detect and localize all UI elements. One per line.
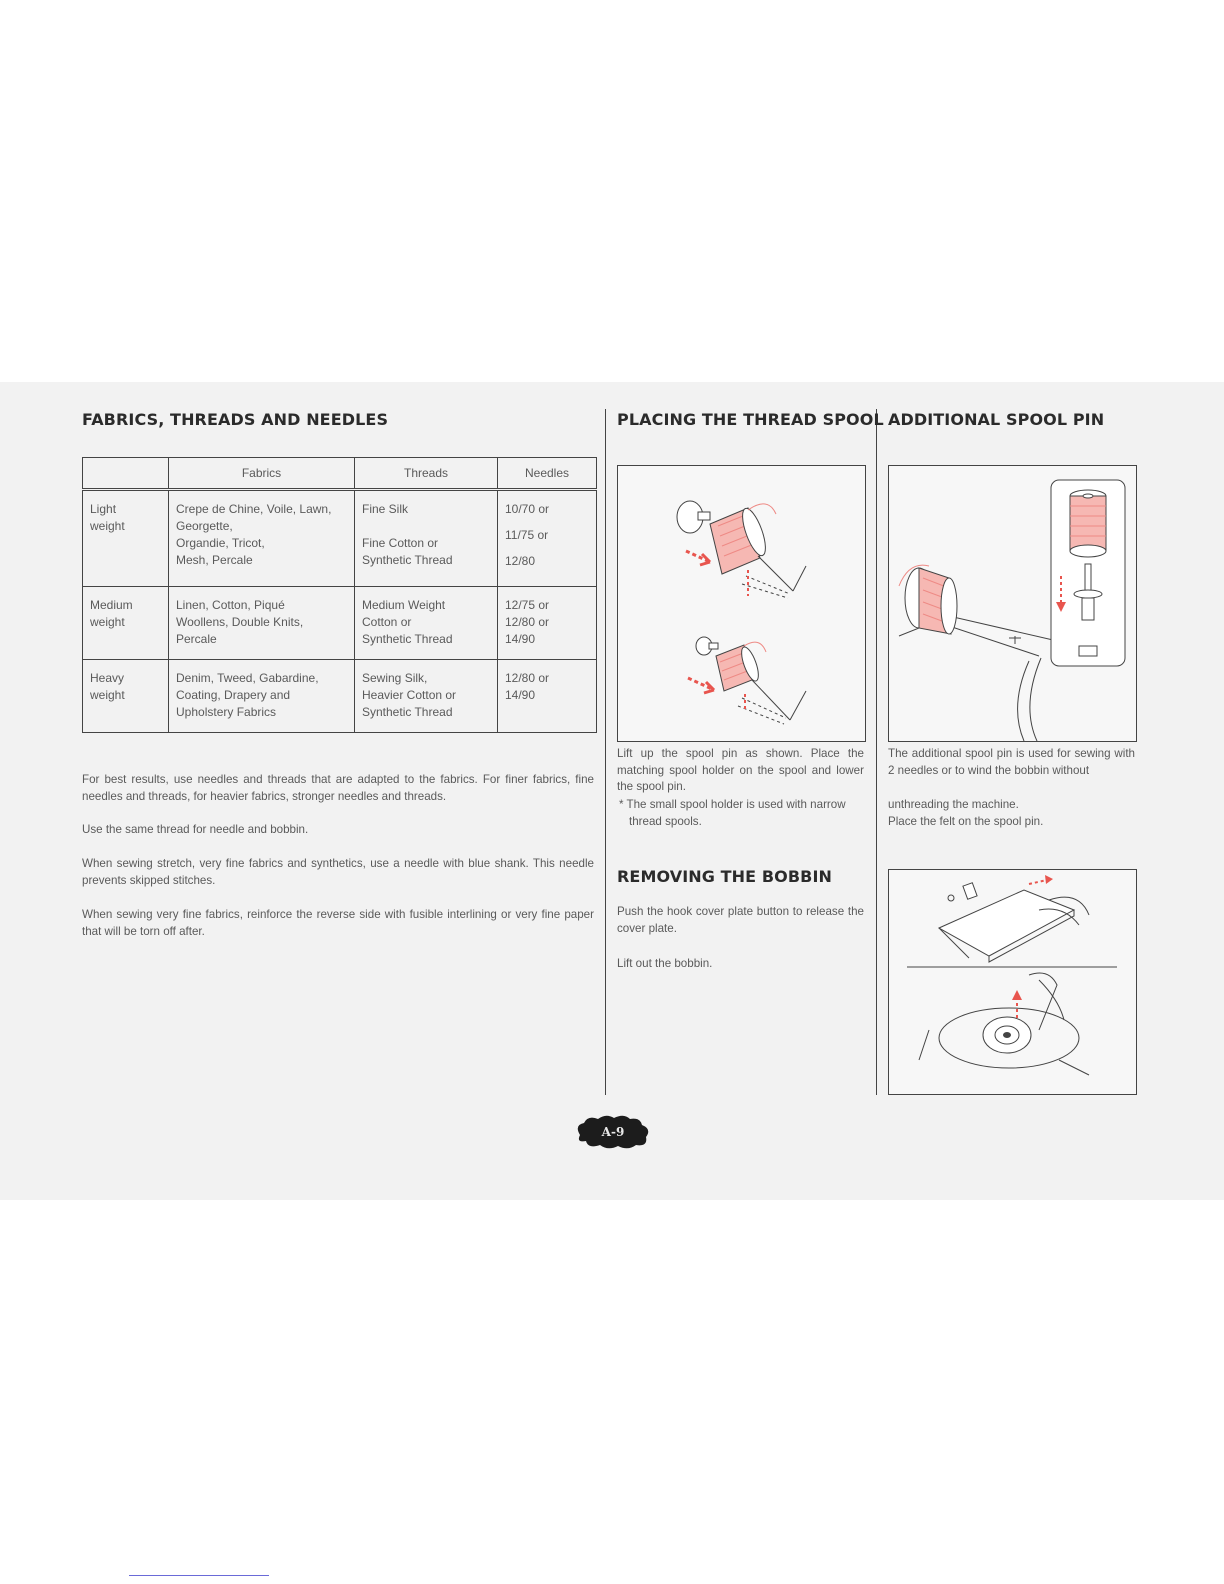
footer-rule bbox=[129, 1575, 269, 1576]
weight-cell: Light weight bbox=[83, 490, 169, 587]
table-header-fabrics: Fabrics bbox=[169, 458, 355, 490]
spool-pin-machine-svg bbox=[889, 466, 1136, 741]
fabrics-cell: Denim, Tweed, Gabardine, Coating, Drapery and Upholstery Fabrics bbox=[169, 660, 355, 733]
table-header-blank bbox=[83, 458, 169, 490]
fabrics-paragraph-1: For best results, use needles and threads that are adapted to the fabrics. For finer fabrics, fine needles and threads, for heavier fabrics, stronger needles and threads. bbox=[82, 773, 594, 803]
bobbin-illustration bbox=[888, 869, 1137, 1095]
spool-pin-text-1: The additional spool pin is used for sewing with 2 needles or to wind the bobbin without bbox=[888, 747, 1135, 777]
page-number-badge bbox=[574, 1113, 652, 1151]
column-divider-2 bbox=[876, 409, 877, 1095]
column-divider-1 bbox=[605, 409, 606, 1095]
table-header-row bbox=[83, 458, 597, 490]
threads-cell: Fine Silk Fine Cotton or Synthetic Thread bbox=[355, 490, 498, 587]
fabrics-cell: Linen, Cotton, Piqué Woollens, Double Knits, Percale bbox=[169, 587, 355, 660]
thread-spool-instructions: Lift up the spool pin as shown. Place the matching spool holder on the spool and lower the spool pin. bbox=[617, 747, 864, 793]
thread-spool-illustration bbox=[617, 465, 866, 742]
fabrics-section-title: FABRICS, THREADS AND NEEDLES bbox=[82, 410, 389, 429]
page-number: A-9 bbox=[601, 1125, 625, 1139]
weight-cell: Heavy weight bbox=[83, 660, 169, 733]
threads-cell: Sewing Silk, Heavier Cotton or Synthetic Thread bbox=[355, 660, 498, 733]
fabrics-paragraph-4: When sewing very fine fabrics, reinforce the reverse side with fusible interlining or very fine paper that will be torn off after. bbox=[82, 908, 594, 938]
spool-pin-text-3: Place the felt on the spool pin. bbox=[888, 815, 1044, 828]
spool-pin-text-2: unthreading the machine. bbox=[888, 798, 1019, 811]
weight-cell: Medium weight bbox=[83, 587, 169, 660]
small-spool-drawing bbox=[688, 637, 806, 724]
table-row bbox=[83, 660, 597, 733]
large-spool-drawing bbox=[677, 501, 806, 598]
fabrics-threads-needles-table bbox=[82, 457, 597, 733]
fabrics-cell: Crepe de Chine, Voile, Lawn, Georgette, Organdie, Tricot, Mesh, Percale bbox=[169, 490, 355, 587]
bobbin-section-title: REMOVING THE BOBBIN bbox=[617, 867, 833, 886]
table-row bbox=[83, 587, 597, 660]
thread-spool-note: * The small spool holder is used with narrow thread spools. bbox=[619, 798, 846, 828]
needles-cell: 12/75 or 12/80 or 14/90 bbox=[498, 587, 597, 660]
table-row bbox=[83, 490, 597, 587]
fabrics-paragraph-2: Use the same thread for needle and bobbin. bbox=[82, 823, 309, 836]
fabrics-paragraph-3: When sewing stretch, very fine fabrics and synthetics, use a needle with blue shank. This needle prevents skipped stitches. bbox=[82, 857, 594, 887]
additional-spool-pin-illustration bbox=[888, 465, 1137, 742]
bobbin-removal-svg bbox=[889, 870, 1136, 1094]
needles-cell: 12/80 or 14/90 bbox=[498, 660, 597, 733]
needles-cell: 10/70 or 11/75 or 12/80 bbox=[498, 490, 597, 587]
bobbin-paragraph-2: Lift out the bobbin. bbox=[617, 957, 713, 970]
spool-pin-illustration-svg bbox=[618, 466, 865, 741]
table-header-threads: Threads bbox=[355, 458, 498, 490]
bobbin-paragraph-1: Push the hook cover plate button to release the cover plate. bbox=[617, 905, 864, 935]
threads-cell: Medium Weight Cotton or Synthetic Thread bbox=[355, 587, 498, 660]
thread-spool-section-title: PLACING THE THREAD SPOOL bbox=[617, 410, 884, 429]
table-header-needles: Needles bbox=[498, 458, 597, 490]
spool-pin-section-title: ADDITIONAL SPOOL PIN bbox=[888, 410, 1105, 429]
